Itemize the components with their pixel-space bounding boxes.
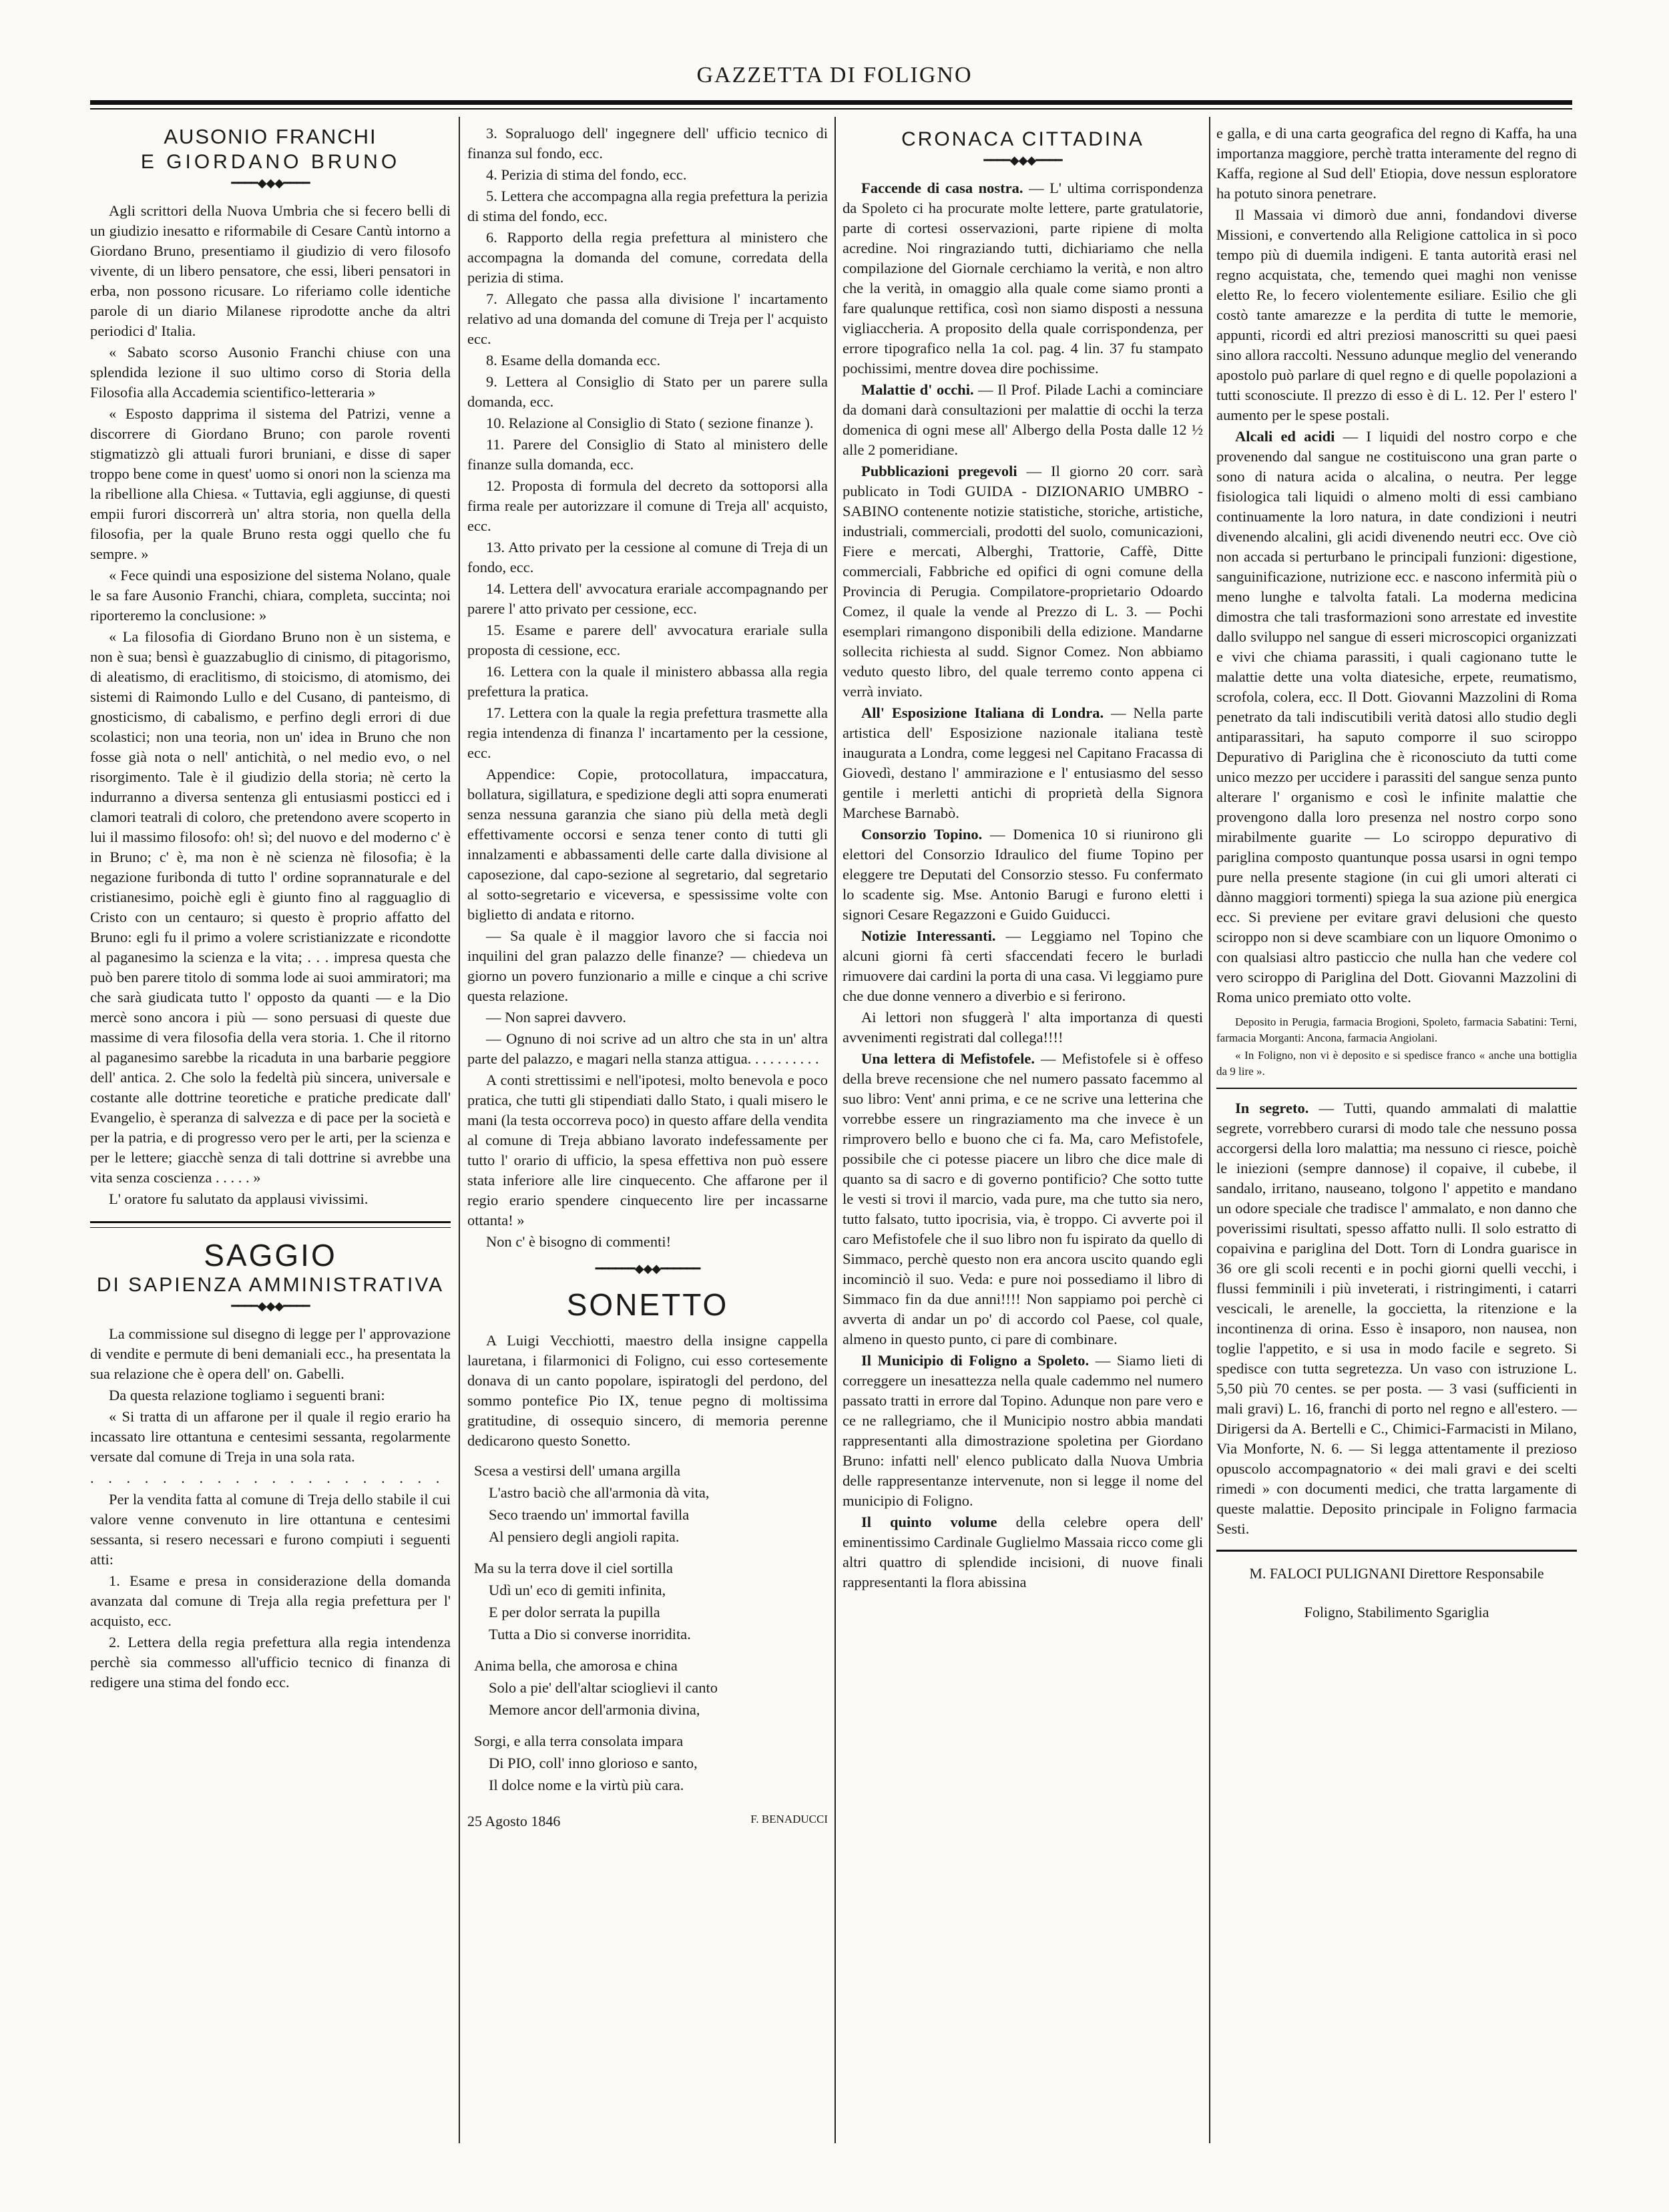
verse-line: E per dolor serrata la pupilla	[489, 1604, 660, 1620]
list-item: 12. Proposta di formula del decreto da sottoporsi alla firma reale per autorizzare il comune di Treja all' acquisto, ecc.	[467, 477, 828, 534]
paragraph: Per la vendita fatta al comune di Treja dello stabile il cui valore venne convenuto in lire ottantuna e centesimi sessanta, si resero necessari e furono compiuti i seguenti atti:	[90, 1491, 451, 1568]
news-heading: Notizie Interessanti.	[861, 927, 996, 944]
news-heading: In segreto.	[1235, 1100, 1309, 1116]
deposit-note: « In Foligno, non vi è deposito e si spedisce franco « anche una bottiglia da 9 lire ».	[1216, 1049, 1577, 1078]
list-item: 6. Rapporto della regia prefettura al ministero che accompagna la domanda del comune, corredata della perizia di stima.	[467, 229, 828, 286]
masthead-rule	[90, 100, 1572, 105]
sonnet-dedication: A Luigi Vecchiotti, maestro della insigne cappella lauretana, i filarmonici di Foligno, cui esso cortesemente donava di un canto popolare, ispiratogli del perdono, del sommo pontefice Pio IX, tenue pegno di moltissima gratitudine, di ossequio sincero, di memoria perenne dedicarono questo Sonetto.	[467, 1332, 828, 1449]
list-item: 9. Lettera al Consiglio di Stato per un parere sulla domanda, ecc.	[467, 373, 828, 410]
verse-line: Il dolce nome e la virtù più cara.	[489, 1777, 684, 1793]
printer-line: Foligno, Stabilimento Sgariglia	[1304, 1604, 1489, 1620]
news-body: Ai lettori non sfuggerà l' alta importanza di questi avvenimenti registrati dal collega!!!!	[843, 1009, 1203, 1046]
section-rule	[1216, 1550, 1577, 1552]
paragraph: 2. Lettera della regia prefettura alla regia intendenza perchè sia commesso all'ufficio tecnico di finanza di redigere una stima del fondo ecc.	[90, 1634, 451, 1691]
news-heading: Il quinto volume	[861, 1514, 997, 1530]
verse-line: Memore ancor dell'armonia divina,	[489, 1701, 700, 1718]
paragraph: A conti strettissimi e nell'ipotesi, molto benevola e poco pratica, che tutti gli stipendiati dallo Stato, i quali misero le mani (la testa occorreva poco) in questo affare della vendita al comune di Treja abbiano lavorato indefessamente per tutto l' orario di ufficio, la spesa effettiva non può essere stata inferiore alle lire cinquecento. Che affarone per il regio erario spendere cinquecento lire per incassarne ottanta! »	[467, 1072, 828, 1229]
list-item: 7. Allegato che passa alla divisione l' incartamento relativo ad una domanda del comune di Treja per l' acquisto ecc.	[467, 290, 828, 347]
sonnet-title: SONETTO	[566, 1287, 729, 1322]
paragraph: — Non saprei davvero.	[486, 1009, 626, 1026]
list-item: 14. Lettera dell' avvocatura erariale accompagnando per parere l' atto privato per cessione, ecc.	[467, 580, 828, 617]
news-heading: Il Municipio di Foligno a Spoleto.	[861, 1352, 1090, 1369]
column-2	[467, 124, 828, 2140]
news-heading: All' Esposizione Italiana di Londra.	[861, 704, 1104, 721]
news-item	[843, 1351, 1203, 1511]
masthead: GAZZETTA DI FOLIGNO	[696, 63, 973, 87]
director-line: M. FALOCI PULIGNANI Direttore Responsabile	[1249, 1565, 1544, 1582]
verse-line: Di PIO, coll' inno glorioso e santo,	[489, 1755, 698, 1771]
verse-line: Ma su la terra dove il ciel sortilla	[474, 1560, 674, 1576]
list-item: 10. Relazione al Consiglio di Stato ( sezione finanze ).	[486, 415, 814, 431]
news-body: — Tutti, quando ammalati di malattie segrete, vorrebbero curarsi di modo tale che nessuno possa accorgersi della loro malattia; ma nessuno ci riesce, poichè le iniezioni (sempre dannose) il copaive, il cubebe, il sandalo, irritano, nauseano, tolgono l' appetito e mandano un odore speciale che tradisce l' ammalato, e non danno che poverissimi risultati, spesso affatto nulli. Il solo estratto di copaivina e pariglina del Dott. Torn di Londra guarisce in 36 ore gli scoli recenti e in pochi giorni quelli vecchi, i flussi femminili i più inveterati, i ristringimenti, i catarri vescicali, le arenelle, la goccietta, la ritenzione e la incontinenza di orina. Esso è insaporo, non nausea, non toglie l'appetito, e si usa in modo facile e segreto. Si spedisce con tutta segretezza. Un vaso con istruzione L. 5,50 più 70 centes. se per posta. — 3 vasi (sufficienti in mali gravi) L. 16, franchi di porto nel regno e all'estero. — Dirigersi da A. Bertelli e C., Chimici-Farmacisti in Milano, Via Monforte, N. 6. — Si legga attentamente il prezioso opuscolo accompagnatorio « dei mali gravi e dei scelti rimedi » con documenti medici, che tratta largamente di queste malattie. Deposito principale in Foligno farmacia Sesti.	[1216, 1100, 1577, 1537]
news-item	[843, 380, 1203, 460]
section-rule-thin	[90, 1227, 451, 1228]
news-heading: Alcali ed acidi	[1235, 428, 1335, 445]
verse-line: Seco traendo un' immortal favilla	[489, 1506, 690, 1523]
news-item	[843, 926, 1203, 1006]
ellipsis-line: . . . . . . . . . . . . . . . . . . . .	[90, 1470, 445, 1486]
paragraph: — Ognuno di noi scrive ad un altro che sta in un' altra parte del palazzo, e magari nella stanza attigua. . . . . . . . . .	[467, 1030, 828, 1067]
news-heading: Una lettera di Mefistofele.	[861, 1050, 1035, 1067]
verse-line: Solo a pie' dell'altar scioglievi il canto	[489, 1679, 718, 1696]
column-divider	[459, 117, 460, 2143]
news-item	[843, 1512, 1203, 1592]
list-item: 16. Lettera con la quale il ministero abbassa alla regia prefettura la pratica.	[467, 663, 828, 700]
ornament-divider: ━━━━━━◆◆◆━━━━━━	[595, 1262, 700, 1275]
news-item	[843, 1049, 1203, 1349]
news-body: — Siamo lieti di correggere un inesattezza nella quale cademmo nel numero passato tratti in errore dal Topino. Adunque non pare vero e ce ne rallegriamo, che il Municipio nostro abbia mandati rappresentanti alla dimostrazione spoletina per Giordano Bruno: infatti nell' elenco publicato dalla Nuova Umbria delle rappresentanze intervenute, non si legge il nome del municipio di Foligno.	[843, 1352, 1203, 1509]
article-subtitle: E GIORDANO BRUNO	[140, 151, 401, 173]
news-item	[843, 178, 1203, 379]
paragraph: « La filosofia di Giordano Bruno non è un sistema, e non è sua; bensì è guazzabuglio di cinismo, di pitagorismo, di aleatismo, di eraclitismo, di stoicismo, di atomismo, dei sistemi di Raimondo Lullo e del Cusano, di panteismo, di gnosticismo, di cabalismo, e perfino degli errori di due scolastici; non una teoria, non un' idea in Bruno che non fosse già nota o nell' antichità, o nel medio evo, o nel risorgimento. Tale è il giudizio della storia; nè certo la indurranno a diversa sentenza gli entusiasmi posticci ed i clamori teatrali di coloro, che pretendono avere scoperto in lui il massimo filosofo: oh! sì; del nuovo e del moderno c' è in Bruno; c' è, ma non è nè scienza nè filosofia; è la negazione furibonda di tutto l' ordine soprannaturale e del cristianesimo, poichè egli è giunto fino al ragguaglio di Cristo con un centauro; si questo è proprio affatto del Bruno: egli fu il primo a volere scristianizzate e ricondotte al paganesimo la scienza e la vita; . . . impresa questa che può ben parere titolo di somma lode ai suoi ammiratori; ma che sarà giudicata tutto l' opposto da quanti — e la Dio mercè sono ancora i più — sono persuasi di queste due massime di vera filosofia della vera storia. 1. Che il ritorno al paganesimo sarebbe la ricaduta in una barbarie peggiore dell' antica. 2. Che solo la fedeltà più sincera, universale e costante alle dottrine teoretiche e pratiche predicate dall' Evangelio, è speranza di salvezza e di pace per la società e per la patria, e di progresso vero per le arti, per la scienza e per le lettere; giacchè senza di tali dottrine si avrebbe una vita senza coscienza . . . . . »	[90, 628, 451, 1186]
news-item	[843, 1008, 1203, 1048]
news-heading: Consorzio Topino.	[861, 826, 983, 843]
news-item	[843, 461, 1203, 702]
news-item	[1216, 427, 1577, 1008]
news-item	[1216, 1098, 1577, 1539]
sonnet-author: F. BENADUCCI	[750, 1813, 828, 1825]
paragraph: 1. Esame e presa in considerazione della domanda avanzata dal comune di Treja alla regia prefettura per l' acquisto, ecc.	[90, 1572, 451, 1629]
list-item: 8. Esame della domanda ecc.	[486, 352, 661, 369]
sonnet-date: 25 Agosto 1846	[467, 1813, 561, 1829]
news-body: — L' ultima corrispondenza da Spoleto ci ha procurate molte lettere, parte gratulatorie, parte di cortesi osservazioni, parte ripiene di molta acredine. Noi ringraziando tutti, dichiariamo che nella compilazione del Giornale cerchiamo la verità, e non altro che la verità, in omaggio alla quale come siamo pronti a fare qualunque rettifica, così non siamo disposti a nessuna vigliaccheria. A proposito della quale corrispondenza, per errore tipografico nella 1a col. pag. 4 lin. 37 fu stampato pochissimi, mentre dovea dire pochissime.	[843, 180, 1203, 377]
column-divider	[834, 117, 836, 2143]
paragraph: Non c' è bisogno di commenti!	[486, 1233, 672, 1250]
ornament-divider: ━━━━◆◆◆━━━━	[231, 176, 310, 190]
article-title: AUSONIO FRANCHI	[164, 125, 377, 148]
list-item: 11. Parere del Consiglio di Stato al ministero delle finanze sulla domanda, ecc.	[467, 436, 828, 473]
list-item: 3. Sopraluogo dell' ingegnere dell' ufficio tecnico di finanza sul fondo, ecc.	[467, 125, 828, 162]
news-body: della celebre opera dell' eminentissimo Cardinale Guglielmo Massaia ricco come gli altri quattro di splendide incisioni, di nuove finali rappresentanti la flora abissina	[843, 1514, 1203, 1590]
verse-line: Scesa a vestirsi dell' umana argilla	[474, 1462, 681, 1479]
section-title: CRONACA CITTADINA	[901, 128, 1144, 150]
paragraph: Il Massaia vi dimorò due anni, fondandovi diverse Missioni, e convertendo alla Religione cattolica in sì poco tempo più di duemila indigeni. E tanta autorità erasi nel regno acquistata, che, temendo quei maghi non venisse eletto Re, lo fecero violentemente esiliare. Esilio che gli costò tante amarezze e la perdita di tutte le memorie, appunti, ricordi ed altri preziosi manoscritti su quei paesi sino allora raccolti. Nessuno adunque meglio del venerando apostolo può parlare di quel regno e di quelle popolazioni a tutti sconosciute. Il prezzo di esso è di L. 12. Per l' estero l' aumento per le spese postali.	[1216, 206, 1577, 423]
news-item	[843, 703, 1203, 823]
paragraph: Agli scrittori della Nuova Umbria che si fecero belli di un giudizio inesatto e riformabile di Cesare Cantù intorno a Giordano Bruno, presentiamo il giudizio di vero filosofo vivente, di un libero pensatore, che essi, liberi pensatori in erba, non possono ricusare. Lo riferiamo colle identiche parole di un diario Milanese riprodotte anche da altri periodici d' Italia.	[90, 202, 451, 339]
list-item: 4. Perizia di stima del fondo, ecc.	[486, 166, 687, 183]
section-rule	[1216, 1088, 1577, 1089]
column-1	[90, 124, 451, 2140]
column-divider	[1209, 117, 1210, 2143]
verse-line: Anima bella, che amorosa e china	[474, 1657, 678, 1674]
news-body: — Leggiamo nel Topino che alcuni giorni fà certi sfaccendati fecero le burladi rimuovere dai cardini la porta di una casa. Vi leggiamo pure che due donne vennero a diverbio e si ferirono.	[843, 927, 1203, 1004]
news-body: — Il Prof. Pilade Lachi a cominciare da domani darà consultazioni per malattie di occhi la terza domenica di ogni mese all' Albergo della Posta dalle 12 ½ alle 2 pomeridiane.	[843, 381, 1203, 458]
verse-line: L'astro baciò che all'armonia dà vita,	[489, 1484, 710, 1501]
news-body: — Nella parte artistica dell' Esposizione nazionale italiana testè inaugurata a Londra, come leggesi nel Capitano Fracassa di Giovedì, destano l' ammirazione e l' entusiasmo del sesso gentile i merletti antichi di proprietà della Signora Marchese Barnabò.	[843, 704, 1203, 821]
column-3	[843, 124, 1203, 2140]
verse-line: Tutta a Dio si converse inorridita.	[489, 1626, 691, 1642]
paragraph: e galla, e di una carta geografica del regno di Kaffa, ha una importanza maggiore, perchè tratta interamente del regno di Kaffa, regione al Sud dell' Etiopia, dove nessun esploratore ha potuto sinora penetrare.	[1216, 125, 1577, 202]
list-item: 17. Lettera con la quale la regia prefettura trasmette alla regia intendenza di finanza l' incartamento per la cessione, ecc.	[467, 704, 828, 761]
deposit-note: Deposito in Perugia, farmacia Brogioni, Spoleto, farmacia Sabatini: Terni, farmacia Morganti: Ancona, farmacia Angiolani.	[1216, 1016, 1577, 1044]
ornament-divider: ━━━━◆◆◆━━━━	[983, 154, 1062, 167]
paragraph: « Fece quindi una esposizione del sistema Nolano, quale le sa fare Ausonio Franchi, chiara, completa, succinta; noi riporteremo la conclusione: »	[90, 567, 451, 624]
list-item: 5. Lettera che accompagna alla regia prefettura la perizia di stima del fondo, ecc.	[467, 188, 828, 224]
news-body: — I liquidi del nostro corpo e che provenendo dal sangue ne costituiscono una gran parte o sono di natura acida o alcalina, o neutra. Per legge fisiologica tali liquidi o almeno molti di essi cambiano continuamente la loro natura, in date condizioni i neutri divenendo alcalini, gli acidi divenendo neutri ecc. Ove ciò non accada si perturbano le principali funzioni: digestione, sanguinificazione, nutrizione ecc. e nascono infermità più o meno lunghe e talvolta fatali. La moderna medicina dimostra che tali trasformazioni sono arrestate ed investite dallo sviluppo nel sangue di esseri microscopici organizzati e vivi che chiama parassiti, i quali cagionano tutte le malattie dette una volta diatesiche, erpete, reumatismo, scrofola, colera, ecc. Il Dott. Giovanni Mazzolini di Roma penetrato da tali indiscutibili verità datosi allo studio degli antiparassitari, ha saputo comporre il suo sciroppo Depurativo di Pariglina che è riconosciuto da tutti come unico mezzo per uccidere i parassiti del sangue senza punto alterare l' organismo e così le infinite malattie che provengono dalla loro presenza nel nostro corpo sono mirabilmente guarite — Lo sciroppo depurativo di pariglina composto quantunque possa usarsi in ogni tempo pure nella presente stagione (in cui gli umori alterati ci dànno maggiori tormenti) spiega la sua azione più energica ecc. Si previene per evitare gravi delusioni che questo sciroppo non si deve scambiare con un liquore Omonimo o con qualsiasi altro pasticcio che nulla han che vedere col vero sciroppo di Pariglina del Dott. Giovanni Mazzolini di Roma unico premiato otto volte.	[1216, 428, 1577, 1006]
section-rule	[90, 1221, 451, 1223]
paragraph: La commissione sul disegno di legge per l' approvazione di vendite e permute di beni demaniali ecc., ha presentata la sua relazione che è opera dell' on. Gabelli.	[90, 1325, 451, 1382]
news-body: — Mefistofele si è offeso della breve recensione che nel numero passato facemmo al suo libro: Vent' anni prima, e ce ne scrive una letterina che vorrebbe essere un ringraziamento ma che invece è un rimprovero bello e buono che ci fa. Ma, caro Mefistofele, possibile che ci potesse piacere un libro che dice male di quanto sa di sacro e di governo pontificio? Che sotto tutte le vesti si trovi il marcio, vada pure, ma che tutto sia nero, tutto falsato, tutto ipocrisia, via, è troppo. Ci avverte poi il caro Mefistofele che il suo libro non fu ispirato da quello di Simmaco, perchè questo non era ancora uscito quando egli incominciò il suo. Veda: e pure noi possediamo il libro di Simmaco fin da due anni!!!! Non sappiamo poi perchè ci avverta di andar un po' di accordo col Paese, col quale, almeno in questo punto, ci pare di combinare.	[843, 1050, 1203, 1347]
paragraph: — Sa quale è il maggior lavoro che si faccia noi inquilini del gran palazzo delle finanze? — chiedeva un giorno un povero funzionario a mille e cinque a chi scrive questa relazione.	[467, 927, 828, 1004]
verse-line: Al pensiero degli angioli rapita.	[489, 1528, 680, 1545]
news-heading: Pubblicazioni pregevoli	[861, 463, 1017, 479]
paragraph: Da questa relazione togliamo i seguenti brani:	[109, 1387, 385, 1403]
news-heading: Malattie d' occhi.	[861, 381, 974, 398]
list-item: Appendice: Copie, protocollatura, impaccatura, bollatura, sigillatura, e spedizione degli atti sopra enumerati senza nessuna garanzia che siano più della metà degli effettivamente occorsi e senza tener conto di tutti gli innalzamenti e abbassamenti delle carte dalla divisione al caposezione, dal capo-sezione al segretario, dal segretario al sotto-segretario e viceversa, e spessissime volte con biglietto di andata e ritorno.	[467, 766, 828, 923]
news-body: — Il giorno 20 corr. sarà publicato in Todi GUIDA - DIZIONARIO UMBRO - SABINO contenente notizie statistiche, storiche, artistiche, industriali, commerciali, prodotti del suolo, comunicazioni, Fiere e mercati, Alberghi, Trattorie, Caffè, Ditte commerciali, Fabbriche ed opifici di ogni comune della Provincia di Perugia. Compilatore-proprietario Odoardo Comez, il quale la vende al Prezzo di L. 3. — Pochi esemplari rimangono disponibili della edizione. Mandarne sollecita richiesta al sudd. Signor Comez. Non abbiamo veduto questo libro, del quale terremo conto appena ci verrà inviato.	[843, 463, 1203, 700]
article-subtitle: DI SAPIENZA AMMINISTRATIVA	[96, 1274, 445, 1296]
paragraph: « Si tratta di un affarone per il quale il regio erario ha incassato lire ottantuna e centesimi sessanta, regolarmente versate dal comune di Treja in una sola rata.	[90, 1408, 451, 1465]
verse-line: Udì un' eco di gemiti infinita,	[489, 1582, 666, 1598]
paragraph: « Sabato scorso Ausonio Franchi chiuse con una splendida lezione il suo ultimo corso di Storia della Filosofia alla Accademia scientifico-letteraria »	[90, 344, 451, 401]
list-item: 15. Esame e parere dell' avvocatura erariale sulla proposta di cessione, ecc.	[467, 622, 828, 658]
paragraph: « Esposto dapprima il sistema del Patrizi, venne a discorrere di Giordano Bruno; con parole roventi stigmatizzò gli attuali furori bruniani, e disse di saper troppo bene come in quest' uomo si onori non la scienza ma la ribellione alla Chiesa. « Tuttavia, egli aggiunse, di questi empii furori discorrerà un' altra storia, non quella della filosofia, per la quale Bruno resta oggi quello che fu sempre. »	[90, 405, 451, 562]
article-title: SAGGIO	[204, 1238, 337, 1273]
list-item: 13. Atto privato per la cessione al comune di Treja di un fondo, ecc.	[467, 539, 828, 576]
masthead-rule-thin	[90, 108, 1572, 109]
ornament-divider: ━━━━◆◆◆━━━━	[231, 1299, 310, 1313]
news-heading: Faccende di casa nostra.	[861, 180, 1023, 196]
paragraph: L' oratore fu salutato da applausi vivissimi.	[109, 1190, 369, 1207]
verse-line: Sorgi, e alla terra consolata impara	[474, 1733, 684, 1749]
column-4	[1216, 124, 1577, 2140]
news-body: — Domenica 10 si riunirono gli elettori del Consorzio Idraulico del fiume Topino per eleggere tre Deputati del Consorzio stesso. Fu confermato lo scadente sig. Mse. Antonio Barugi e furono eletti i signori Cesare Regazzoni e Guido Guiducci.	[843, 826, 1203, 923]
news-item	[843, 825, 1203, 925]
